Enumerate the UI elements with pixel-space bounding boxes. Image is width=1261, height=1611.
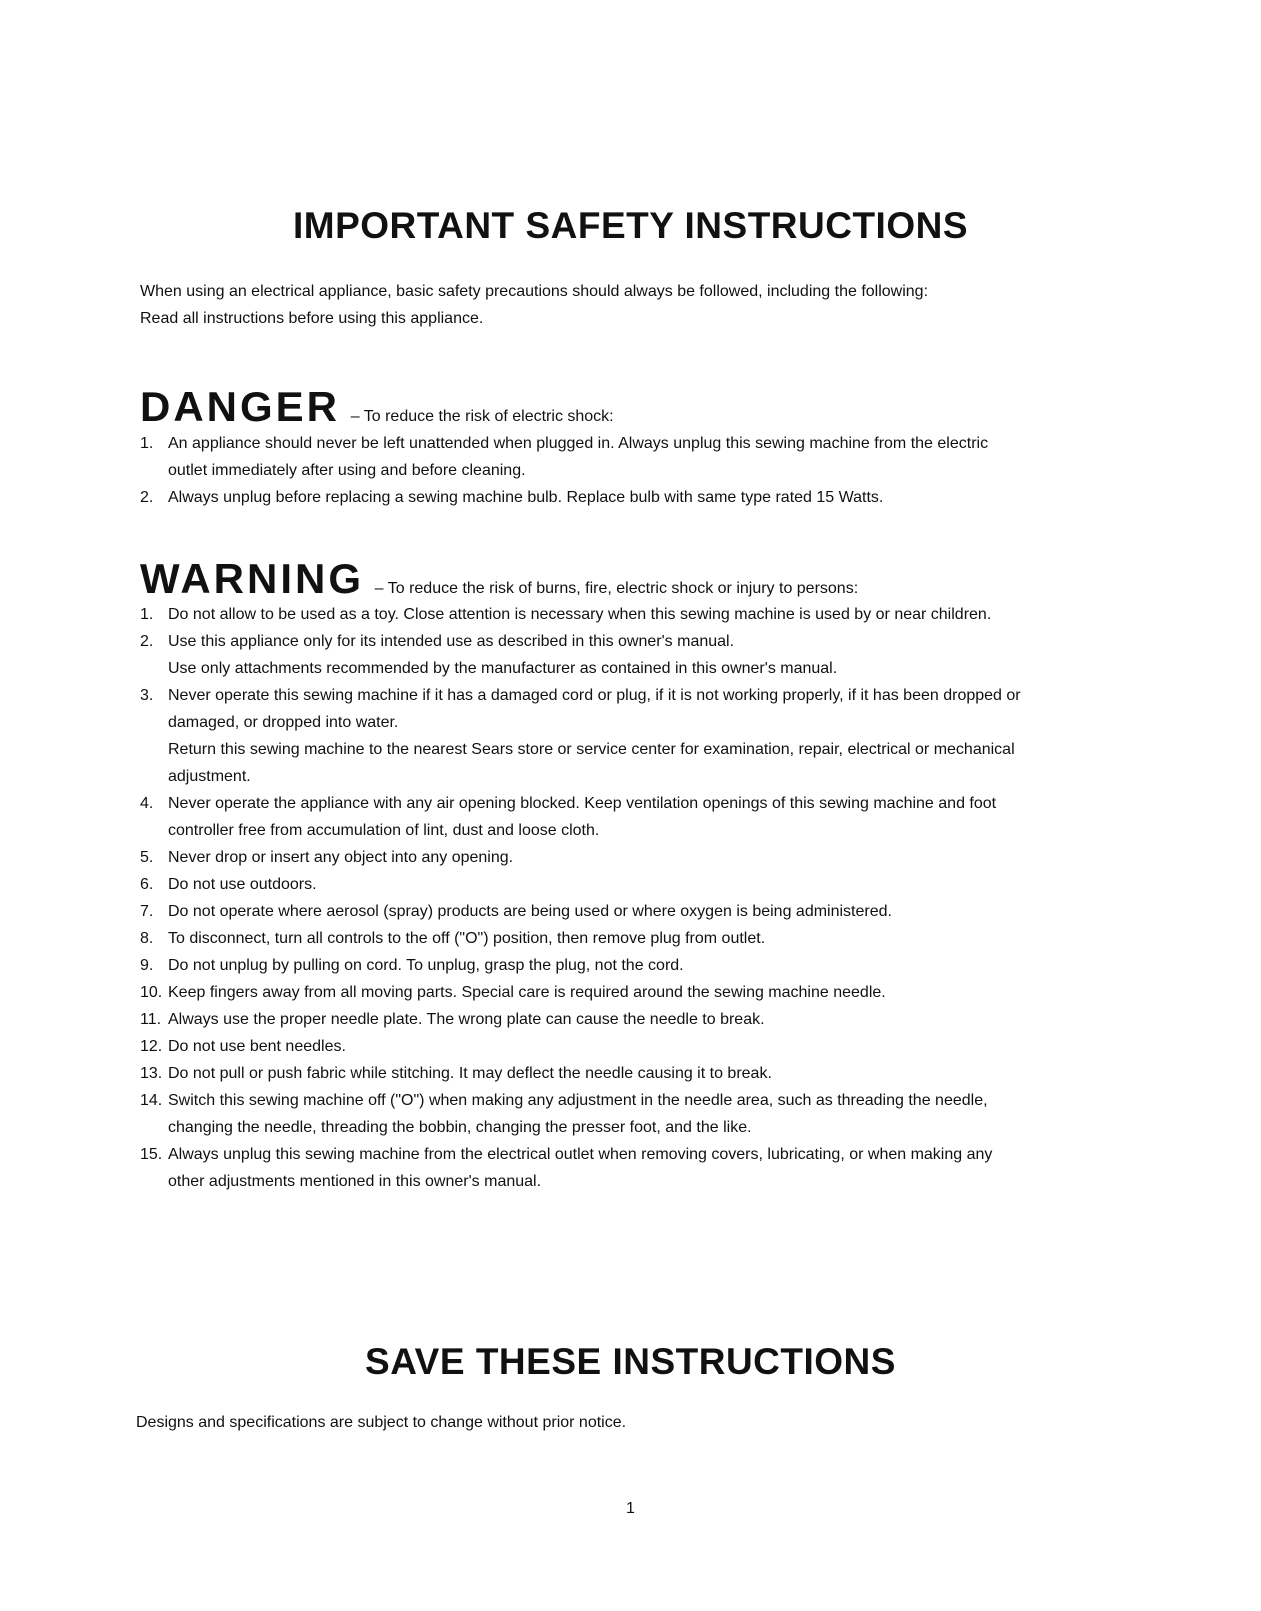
list-item-number: 8. (140, 930, 154, 947)
list-item-number: 9. (140, 957, 154, 974)
warning-list (140, 601, 1140, 1195)
page-number: 1 (626, 1500, 635, 1517)
list-item-text: Never operate this sewing machine if it has a damaged cord or plug, if it is not working properly, if it has been dropped or (168, 687, 1021, 704)
list-item-number: 1. (140, 606, 154, 623)
list-item-number: 10. (140, 984, 163, 1001)
danger-lead: – To reduce the risk of electric shock: (350, 408, 614, 425)
list-item-number: 2. (140, 489, 154, 506)
list-item-text: Switch this sewing machine off ("O") when making any adjustment in the needle area, such as threading the needle, (168, 1092, 988, 1109)
list-item-text: Always use the proper needle plate. The wrong plate can cause the needle to break. (168, 1011, 765, 1028)
list-item (140, 871, 1140, 898)
list-item-text: other adjustments mentioned in this owner's manual. (168, 1173, 542, 1190)
list-item (140, 952, 1140, 979)
list-item-text: An appliance should never be left unattended when plugged in. Always unplug this sewing machine from the electric (168, 435, 989, 452)
list-item (140, 790, 1140, 844)
list-item-number: 7. (140, 903, 154, 920)
intro-line: Read all instructions before using this appliance. (140, 310, 484, 327)
list-item-number: 5. (140, 849, 154, 866)
list-item-text: Do not pull or push fabric while stitching. It may deflect the needle causing it to break. (168, 1065, 772, 1082)
list-item (140, 925, 1140, 952)
list-item-text: Do not use bent needles. (168, 1038, 346, 1055)
list-item-number: 4. (140, 795, 154, 812)
list-item-number: 15. (140, 1146, 163, 1163)
list-item-text: Do not operate where aerosol (spray) products are being used or where oxygen is being administered. (168, 903, 892, 920)
list-item-number: 3. (140, 687, 154, 704)
list-item-text: outlet immediately after using and before cleaning. (168, 462, 526, 479)
list-item (140, 628, 1140, 682)
list-item (140, 430, 1140, 484)
warning-lead: – To reduce the risk of burns, fire, electric shock or injury to persons: (374, 580, 859, 597)
list-item-number: 1. (140, 435, 154, 452)
list-item-number: 12. (140, 1038, 163, 1055)
danger-heading (140, 383, 614, 430)
list-item-number: 6. (140, 876, 154, 893)
list-item (140, 979, 1140, 1006)
list-item-text: Do not use outdoors. (168, 876, 317, 893)
intro-line: When using an electrical appliance, basic safety precautions should always be followed, including the following: (140, 283, 929, 300)
list-item-text: Keep fingers away from all moving parts. Special care is required around the sewing machine needle. (168, 984, 886, 1001)
list-item (140, 601, 1140, 628)
list-item (140, 1006, 1140, 1033)
list-item-text: Always unplug this sewing machine from the electrical outlet when removing covers, lubricating, or when making any (168, 1146, 993, 1163)
danger-label: DANGER (140, 383, 341, 430)
list-item-text: Do not allow to be used as a toy. Close attention is necessary when this sewing machine is used by or near children. (168, 606, 992, 623)
footnote: Designs and specifications are subject to change without prior notice. (136, 1414, 627, 1431)
warning-label: WARNING (140, 555, 364, 602)
list-item-text: damaged, or dropped into water. (168, 714, 399, 731)
list-item-number: 2. (140, 633, 154, 650)
list-item-text: Never operate the appliance with any air opening blocked. Keep ventilation openings of this sewing machine and foot (168, 795, 997, 812)
list-item-text: adjustment. (168, 768, 251, 785)
list-item (140, 1033, 1140, 1060)
list-item-text: Always unplug before replacing a sewing machine bulb. Replace bulb with same type rated 15 Watts. (168, 489, 884, 506)
list-item-text: Return this sewing machine to the nearest Sears store or service center for examination, repair, electrical or mechanical (168, 741, 1015, 758)
list-item (140, 1141, 1140, 1195)
list-item-number: 13. (140, 1065, 163, 1082)
list-item-number: 14. (140, 1092, 163, 1109)
list-item-text: Use only attachments recommended by the manufacturer as contained in this owner's manual. (168, 660, 838, 677)
warning-heading (140, 555, 859, 602)
danger-list (140, 430, 1140, 511)
list-item (140, 1087, 1140, 1141)
list-item (140, 1060, 1140, 1087)
list-item-text: To disconnect, turn all controls to the off ("O") position, then remove plug from outlet. (168, 930, 766, 947)
list-item-text: Use this appliance only for its intended use as described in this owner's manual. (168, 633, 735, 650)
save-instructions-title: SAVE THESE INSTRUCTIONS (365, 1341, 896, 1382)
list-item (140, 844, 1140, 871)
list-item (140, 682, 1140, 790)
intro-text (140, 278, 1160, 332)
list-item-text: changing the needle, threading the bobbin, changing the presser foot, and the like. (168, 1119, 752, 1136)
page-title: IMPORTANT SAFETY INSTRUCTIONS (292, 205, 969, 246)
list-item-text: Do not unplug by pulling on cord. To unplug, grasp the plug, not the cord. (168, 957, 684, 974)
list-item-text: controller free from accumulation of lint, dust and loose cloth. (168, 822, 600, 839)
list-item (140, 484, 1140, 511)
list-item-text: Never drop or insert any object into any opening. (168, 849, 514, 866)
list-item-number: 11. (140, 1011, 162, 1028)
list-item (140, 898, 1140, 925)
